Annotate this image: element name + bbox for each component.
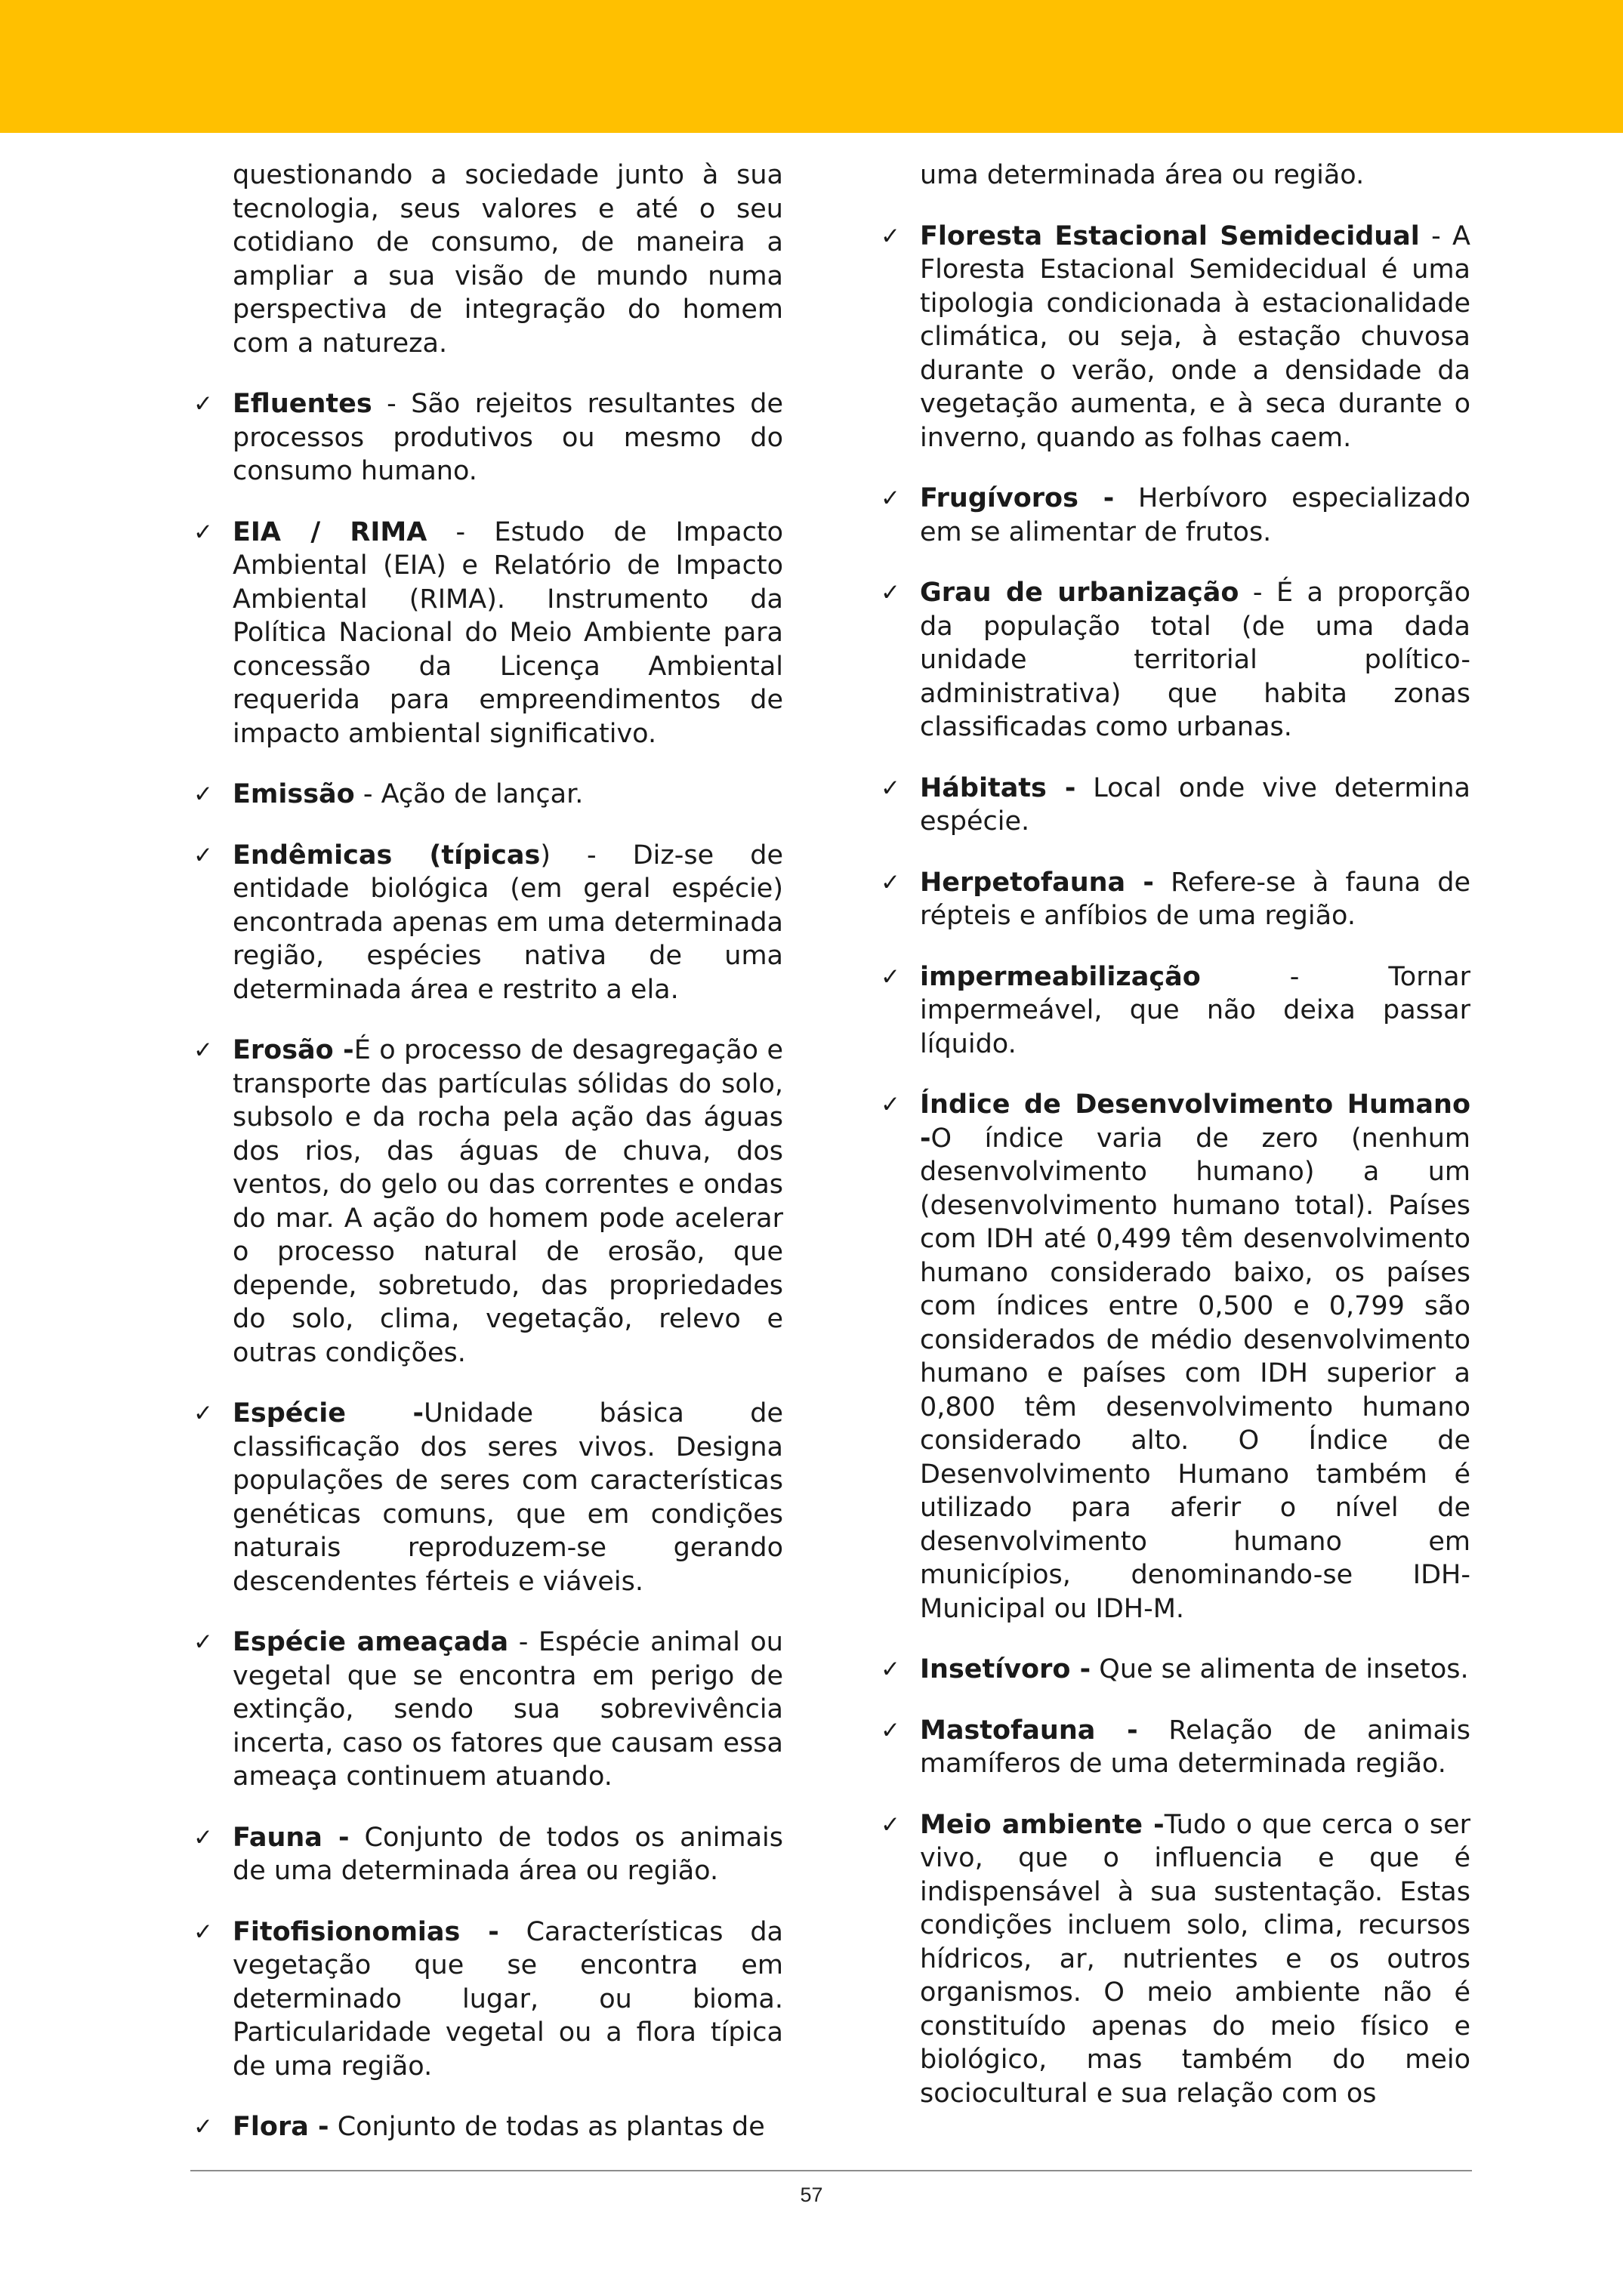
entry-separator: -	[427, 516, 495, 547]
glossary-entry	[878, 1088, 1470, 1626]
glossary-entry	[190, 2110, 783, 2144]
header-band	[0, 0, 1623, 133]
glossary-definition: Diz-se de entidade biológica (em geral espécie) encontrada apenas em uma determinada região, espécies nativa de uma determinada área e restrito a ela.	[233, 840, 783, 1005]
glossary-term: Mastofauna -	[920, 1715, 1138, 1746]
glossary-entry	[878, 482, 1470, 549]
glossary-entry	[878, 1653, 1470, 1687]
glossary-definition: Unidade básica de classificação dos seres vivos. Designa populações de seres com características genéticas comuns, que em condições naturais reproduzem-se gerando descendentes férteis e viáveis.	[233, 1398, 783, 1597]
checkmark-icon: ✓	[193, 781, 213, 808]
checkmark-icon: ✓	[881, 1716, 900, 1744]
glossary-entry	[190, 839, 783, 1007]
glossary-term: Hábitats -	[920, 772, 1076, 803]
checkmark-icon: ✓	[881, 868, 900, 896]
checkmark-icon: ✓	[881, 579, 900, 606]
glossary-definition: Características da vegetação que se encontra em determinado lugar, ou bioma. Particularidade vegetal ou a flora típica de uma região.	[233, 1916, 783, 2082]
glossary-term: Floresta Estacional Semidecidual	[920, 220, 1420, 251]
glossary-definition: São rejeitos resultantes de processos produtivos ou mesmo do consumo humano.	[233, 389, 783, 486]
glossary-term: Endêmicas (típicas	[233, 840, 541, 871]
entry-separator	[1154, 868, 1171, 898]
entry-separator	[350, 1823, 365, 1853]
glossary-entry	[190, 1397, 783, 1598]
glossary-term: Frugívoros -	[920, 483, 1115, 513]
glossary-term: Índice de Desenvolvimento Humano -	[920, 1089, 1470, 1154]
glossary-entry	[878, 960, 1470, 1062]
entry-separator: -	[508, 1627, 538, 1657]
glossary-definition: Local onde vive determina espécie.	[920, 772, 1470, 837]
glossary-entry	[878, 220, 1470, 455]
footer-divider	[190, 2170, 1472, 2171]
glossary-entry	[878, 1808, 1470, 2111]
glossary-entry	[190, 1821, 783, 1888]
glossary-term: Emissão	[233, 779, 355, 809]
glossary-term: EIA / RIMA	[233, 516, 427, 547]
continuation-text: uma determinada área ou região.	[920, 160, 1365, 190]
glossary-term: Espécie -	[233, 1398, 424, 1428]
glossary-entry	[190, 1034, 783, 1370]
checkmark-icon: ✓	[881, 485, 900, 512]
glossary-definition: Ação de lançar.	[381, 779, 584, 809]
glossary-entry	[878, 866, 1470, 933]
glossary-term: Fitofisionomias -	[233, 1916, 499, 1947]
entry-separator	[329, 2112, 338, 2142]
right-column	[878, 159, 1470, 2137]
checkmark-icon: ✓	[193, 1823, 213, 1851]
glossary-entry	[190, 1626, 783, 1794]
glossary-term: Insetívoro -	[920, 1654, 1091, 1684]
page-number: 57	[800, 2184, 823, 2206]
glossary-term: impermeabilização	[920, 961, 1201, 992]
glossary-entry	[878, 772, 1470, 839]
entry-separator	[1114, 483, 1138, 513]
checkmark-icon: ✓	[881, 963, 900, 991]
glossary-term: Efluentes	[233, 389, 372, 419]
glossary-term: Flora -	[233, 2112, 329, 2142]
checkmark-icon: ✓	[193, 390, 213, 418]
glossary-entry	[878, 1714, 1470, 1781]
checkmark-icon: ✓	[193, 1629, 213, 1656]
entry-separator	[1091, 1654, 1099, 1684]
glossary-term: Erosão -	[233, 1035, 354, 1065]
entry-separator: -	[1239, 578, 1276, 608]
glossary-entry	[190, 387, 783, 488]
glossary-term: Meio ambiente -	[920, 1809, 1165, 1840]
glossary-term: Fauna -	[233, 1822, 350, 1853]
entry-separator: -	[1200, 961, 1389, 992]
left-column	[190, 159, 783, 2171]
glossary-entry	[878, 576, 1470, 744]
entry-separator	[499, 1917, 526, 1947]
glossary-definition: É a proporção da população total (de uma dada unidade territorial político-administrativa) que habita zonas classificadas como urbanas.	[920, 578, 1470, 742]
checkmark-icon: ✓	[193, 2113, 213, 2140]
entry-separator: -	[372, 389, 412, 419]
glossary-entry	[190, 1915, 783, 2084]
glossary-term: Herpetofauna -	[920, 867, 1154, 898]
glossary-definition: Estudo de Impacto Ambiental (EIA) e Relatório de Impacto Ambiental (RIMA). Instrumento da Política Nacional do Meio Ambiente para concessão da Licença Ambiental requerida para empreendimentos de impacto ambiental significativo.	[233, 516, 783, 749]
checkmark-icon: ✓	[881, 1811, 900, 1838]
entry-separator: ) -	[540, 840, 633, 871]
glossary-definition: Tornar impermeável, que não deixa passar líquido.	[920, 961, 1470, 1059]
glossary-definition: O índice varia de zero (nenhum desenvolvimento humano) a um (desenvolvimento humano total). Países com IDH até 0,499 têm desenvolvimento humano considerado baixo, os países com índices entre 0,500 e 0,799 são considerados de médio desenvolvimento humano e países com IDH superior a 0,800 têm desenvolvimento humano considerado alto. O Índice de Desenvolvimento Humano também é utilizado para aferir o nível de desenvolvimento humano em municípios, denominando-se IDH-Municipal ou IDH-M.	[920, 1123, 1470, 1624]
checkmark-icon: ✓	[193, 1037, 213, 1064]
checkmark-icon: ✓	[193, 841, 213, 869]
checkmark-icon: ✓	[881, 1656, 900, 1683]
glossary-entry	[190, 778, 783, 812]
glossary-definition: Conjunto de todos os animais de uma determinada área ou região.	[233, 1822, 783, 1886]
glossary-entry	[190, 516, 783, 751]
checkmark-icon: ✓	[193, 1400, 213, 1427]
entry-separator	[1138, 1715, 1169, 1746]
glossary-definition: Tudo o que cerca o ser vivo, que o influencia e que é indispensável à sua sustentação. Estas condições incluem solo, clima, recursos hídricos, ar, nutrientes e os outros organismos. O meio ambiente não é constituído apenas do meio físico e biológico, mas também do meio sociocultural e sua relação com os	[920, 1809, 1470, 2109]
checkmark-icon: ✓	[193, 1918, 213, 1946]
glossary-definition: Espécie animal ou vegetal que se encontra em perigo de extinção, sendo sua sobrevivência incerta, caso os fatores que causam essa ameaça continuem atuando.	[233, 1627, 783, 1792]
entry-separator	[1075, 773, 1093, 803]
glossary-definition: Relação de animais mamíferos de uma determinada região.	[920, 1715, 1470, 1779]
continuation-text: questionando a sociedade junto à sua tecnologia, seus valores e até o seu cotidiano de consumo, de maneira a ampliar a sua visão de mundo numa perspectiva de integração do homem com a natureza.	[233, 160, 783, 359]
glossary-definition: Herbívoro especializado em se alimentar de frutos.	[920, 483, 1470, 547]
checkmark-icon: ✓	[193, 518, 213, 546]
glossary-definition: É o processo de desagregação e transporte das partículas sólidas do solo, subsolo e da rocha pela ação das águas dos rios, das águas de chuva, dos ventos, do gelo ou das correntes e ondas do mar. A ação do homem pode acelerar o processo natural de erosão, que depende, sobretudo, das propriedades do solo, clima, vegetação, relevo e outras condições.	[233, 1035, 783, 1368]
glossary-definition: Refere-se à fauna de répteis e anfíbios de uma região.	[920, 867, 1470, 931]
glossary-definition: Conjunto de todas as plantas de	[337, 2112, 765, 2142]
glossary-definition: A Floresta Estacional Semidecidual é uma tipologia condicionada à estacionalidade climática, ou seja, à estação chuvosa durante o verão, onde a densidade da vegetação aumenta, e à seca durante o inverno, quando as folhas caem.	[920, 220, 1470, 453]
checkmark-icon: ✓	[881, 774, 900, 802]
glossary-term: Espécie ameaçada	[233, 1627, 509, 1657]
entry-separator: -	[354, 779, 381, 809]
checkmark-icon: ✓	[881, 1091, 900, 1118]
checkmark-icon: ✓	[881, 222, 900, 250]
glossary-term: Grau de urbanização	[920, 578, 1239, 608]
entry-separator: -	[1419, 220, 1453, 251]
glossary-definition: Que se alimenta de insetos.	[1099, 1654, 1469, 1684]
